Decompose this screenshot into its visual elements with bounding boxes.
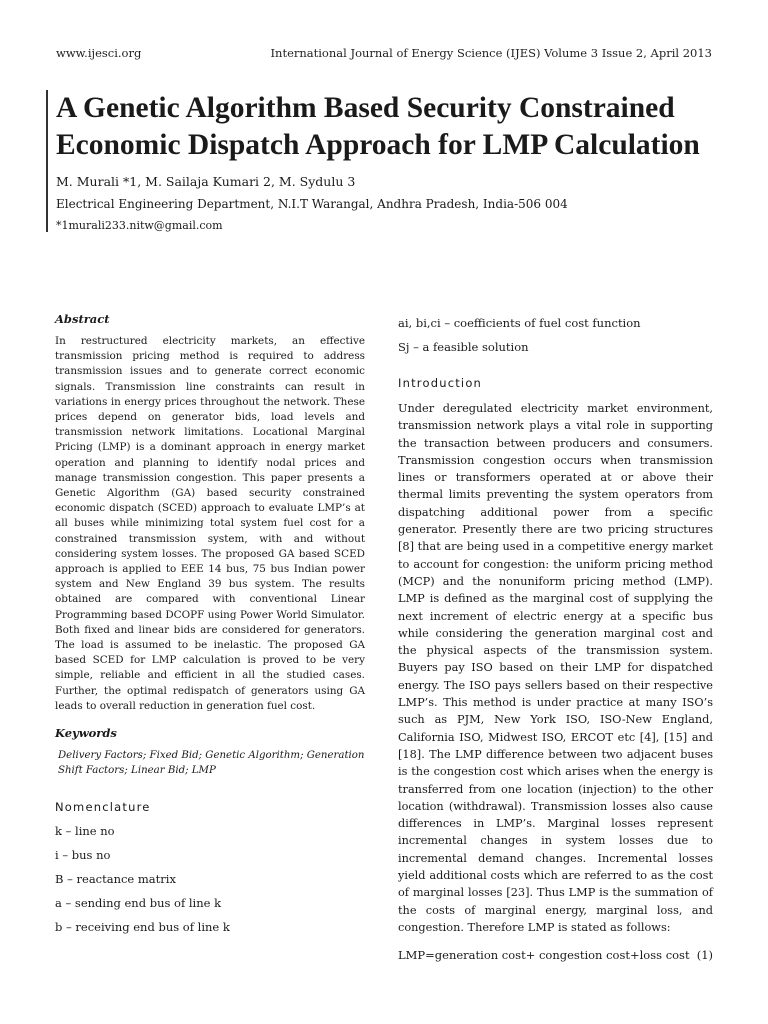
abstract-text: In restructured electricity markets, an effective transmission pricing method is required to address transmission issues and to generate correct economic signals. Transmission line constraints can result in variations in energy prices throughout the network. These prices depend on generator bids, load levels and transmission network limitations. Locational Marginal Pricing (LMP) is a dominant approach in energy market operation and planning to identify nodal prices and manage transmission congestion. This paper presents a Genetic Algorithm (GA) based security constrained economic dispatch (SCED) approach to evaluate LMP’s at all buses while minimizing total system fuel cost for a constrained transmission system, with and without considering system losses. The proposed GA based SCED approach is applied to EEE 14 bus, 75 bus Indian power system and New England 39 bus system. The results obtained are compared with conventional Linear Programming based DCOPF using Power World Simulator. Both fixed and linear bids are considered for generators. The load is assumed to be inelastic. The proposed GA based SCED for LMP calculation is proved to be very simple, reliable and efficient in all the studied cases. Further, the optimal redispatch of generators using GA leads to overall reduction in generation fuel cost. [55, 335, 365, 712]
keywords-heading: Keywords [55, 726, 117, 741]
equation-text: LMP=generation cost+ congestion cost+loss cost [398, 948, 690, 963]
nomenclature-item: k – line no [55, 824, 115, 839]
left-column [55, 312, 365, 934]
nomenclature-heading: Nomenclature [55, 800, 151, 815]
nomenclature-item: i – bus no [55, 848, 111, 863]
paper-authors: M. Murali *1, M. Sailaja Kumari 2, M. Sydulu 3 [56, 174, 356, 189]
nomenclature-item: a – sending end bus of line k [55, 896, 222, 911]
paper-affiliation: Electrical Engineering Department, N.I.T Warangal, Andhra Pradesh, India-506 004 [56, 197, 568, 211]
paper-title: A Genetic Algorithm Based Security Constrained Economic Dispatch Approach for LMP Calculation [56, 92, 700, 161]
introduction-heading: Introduction [398, 376, 483, 390]
author-email: *1murali233.nitw@gmail.com [56, 219, 223, 232]
nomenclature-item: B – reactance matrix [55, 872, 176, 887]
abstract-heading: Abstract [55, 312, 110, 326]
nomenclature-item: ai, bi,ci – coefficients of fuel cost function [398, 316, 641, 330]
nomenclature-item: Sj – a feasible solution [398, 340, 529, 354]
equation-1 [398, 948, 713, 962]
nomenclature-item: b – receiving end bus of line k [55, 920, 230, 935]
introduction-text: Under deregulated electricity market environment, transmission network plays a vital role in supporting the transaction between producers and consumers. Transmission congestion occurs when transmission lines or transformers operated at or above their thermal limits preventing the system operators from dispatching additional power from a specific generator. Presently there are two pricing structures [8] that are being used in a competitive energy market to account for congestion: the uniform pricing method (MCP) and the nonuniform pricing method (LMP). LMP is defined as the marginal cost of supplying the next increment of electric energy at a specific bus while considering the generation marginal cost and the physical aspects of the transmission system. Buyers pay ISO based on their LMP for dispatched energy. The ISO pays sellers based on their respective LMP’s. This method is under practice at many ISO’s such as PJM, New York ISO, ISO-New England, California ISO, Midwest ISO, ERCOT etc [4], [15] and [18]. The LMP difference between two adjacent buses is the congestion cost which arises when the energy is transferred from one location (injection) to the other location (withdrawal). Transmission losses also cause differences in LMP’s. Marginal losses represent incremental changes in system losses due to incremental demand changes. Incremental losses yield additional costs which are referred to as the cost of marginal losses [23]. Thus LMP is the summation of the costs of marginal energy, marginal loss, and congestion. Therefore LMP is stated as follows: [398, 402, 713, 934]
equation-number: (1) [696, 948, 713, 963]
keywords-text: Delivery Factors; Fixed Bid; Genetic Algorithm; Generation Shift Factors; Linear Bid; LMP [58, 750, 365, 777]
journal-website: www.ijesci.org [56, 46, 142, 60]
title-block [46, 90, 736, 232]
journal-header: International Journal of Energy Science (IJES) Volume 3 Issue 2, April 2013 [270, 46, 712, 60]
right-column [398, 312, 713, 962]
